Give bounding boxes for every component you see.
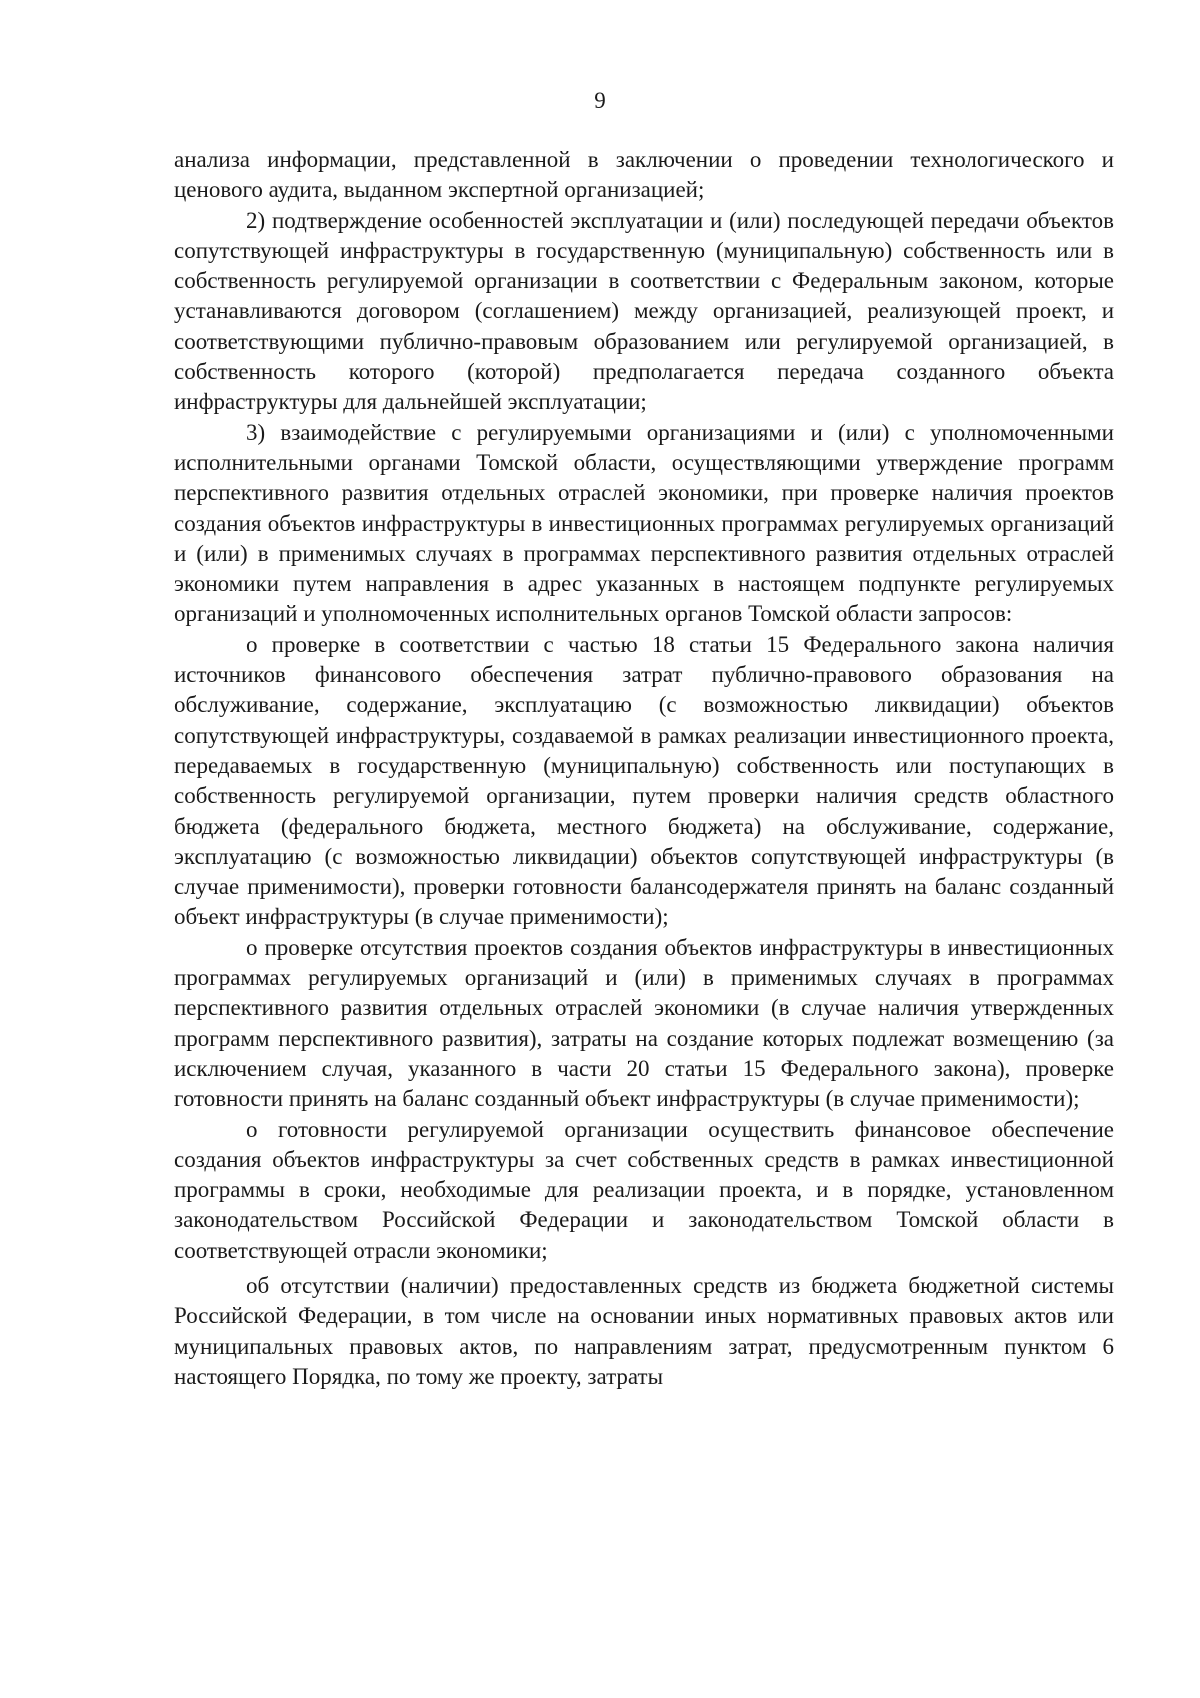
paragraph-request-budget-funds: об отсутствии (наличии) предоставленных средств из бюджета бюджетной системы Российской Федерации, в том числе на основании иных нормативных правовых актов или муниципальных правовых актов, по направлениям затрат, предусмотренным пунктом 6 настоящего Порядка, по тому же проекту, затраты xyxy=(174,1272,1114,1389)
document-body xyxy=(174,145,1114,1392)
paragraph-request-organization-readiness: о готовности регулируемой организации осуществить финансовое обеспечение создания объектов инфраструктуры за счет собственных средств в рамках инвестиционной программы в сроки, необходимые для реализации проекта, и в порядке, установленном законодательством Российской Федерации и законодательством Томской области в соответствующей отрасли экономики; xyxy=(174,1116,1114,1263)
paragraph-item-3-interaction: 3) взаимодействие с регулируемыми организациями и (или) с уполномоченными исполнительными органами Томской области, осуществляющими утверждение программ перспективного развития отдельных отраслей экономики, при проверке наличия проектов создания объектов инфраструктуры в инвестиционных программах регулируемых организаций и (или) в применимых случаях в программах перспективного развития отдельных отраслей экономики путем направления в адрес указанных в настоящем подпункте регулируемых организаций и уполномоченных исполнительных органов Томской области запросов: xyxy=(174,419,1114,627)
page-number: 9 xyxy=(594,88,606,113)
paragraph-request-funding-sources: о проверке в соответствии с частью 18 статьи 15 Федерального закона наличия источников финансового обеспечения затрат публично-правового образования на обслуживание, содержание, эксплуатацию (с возможностью ликвидации) объектов сопутствующей инфраструктуры, создаваемой в рамках реализации инвестиционного проекта, передаваемых в государственную (муниципальную) собственность или поступающих в собственность регулируемой организации, путем проверки наличия средств областного бюджета (федерального бюджета, местного бюджета) на обслуживание, содержание, эксплуатацию (с возможностью ликвидации) объектов сопутствующей инфраструктуры (в случае применимости), проверки готовности балансодержателя принять на баланс созданный объект инфраструктуры (в случае применимости); xyxy=(174,631,1114,930)
paragraph-item-2-confirmation: 2) подтверждение особенностей эксплуатации и (или) последующей передачи объектов сопутствующей инфраструктуры в государственную (муниципальную) собственность или в собственность регулируемой организации в соответствии с Федеральным законом, которые устанавливаются договором (соглашением) между организацией, реализующей проект, и соответствующими публично-правовым образованием или регулируемой организацией, в собственность которого (которой) предполагается передача созданного объекта инфраструктуры для дальнейшей эксплуатации; xyxy=(174,207,1114,415)
paragraph-request-absence-of-projects: о проверке отсутствия проектов создания объектов инфраструктуры в инвестиционных программах регулируемых организаций и (или) в применимых случаях в программах перспективного развития отдельных отраслей экономики (в случае наличия утвержденных программ перспективного развития), затраты на создание которых подлежат возмещению (за исключением случая, указанного в части 20 статьи 15 Федерального закона), проверке готовности принять на баланс созданный объект инфраструктуры (в случае применимости); xyxy=(174,934,1114,1112)
paragraph-audit-analysis: анализа информации, представленной в заключении о проведении технологического и ценового аудита, выданном экспертной организацией; xyxy=(174,147,1114,203)
